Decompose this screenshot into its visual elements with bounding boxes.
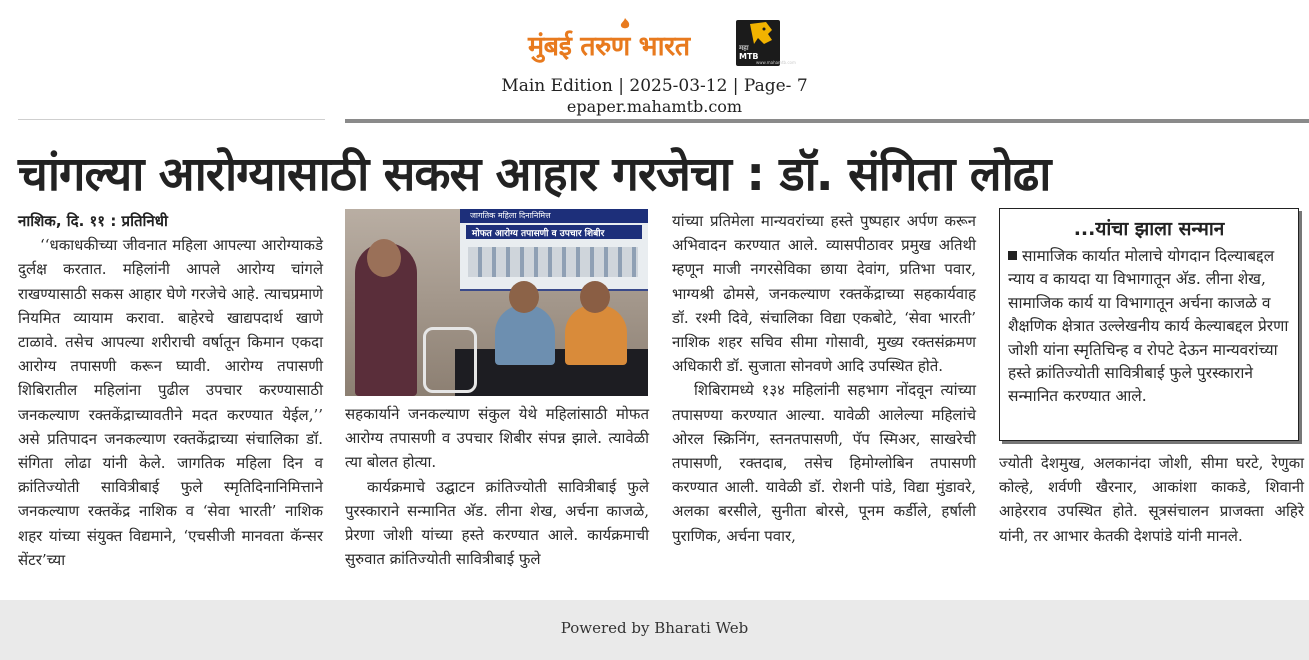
badge-site-label: www.mahamtb.com xyxy=(756,60,796,65)
divider-thick xyxy=(345,119,1309,123)
article-column-3 xyxy=(672,209,976,548)
mtb-badge xyxy=(736,20,796,66)
article-paragraph: कार्यक्रमाचे उद्घाटन क्रांतिज्योती सावित्रीबाई फुले पुरस्काराने सन्मानित अ‍ॅड. लीना शेख, अर्चना काजळे, प्रेरणा जोशी यांच्या हस्ते करण्यात आले. कार्यक्रमाची सुरुवात क्रांतिज्योती सावित्रीबाई फुले xyxy=(345,477,649,569)
photo-banner xyxy=(460,209,648,291)
square-bullet-icon xyxy=(1008,251,1017,260)
guest-figure xyxy=(565,305,627,365)
sidebar-body xyxy=(1008,245,1290,409)
divider-thin xyxy=(18,119,325,120)
article-paragraph: ज्योती देशमुख, अलकानंदा जोशी, सीमा घरटे, रेणुका कोल्हे, शर्वणी खैरनार, आकांशा काकडे, शिवानी आहेरराव उपस्थित होते. सूत्रसंचालन प्राजक्ता अहिरे यांनी, तर आभार केतकी देशपांडे यांनी मानले. xyxy=(999,454,1304,545)
honour-sidebar-box xyxy=(999,208,1299,441)
article-column-2 xyxy=(345,402,649,571)
sidebar-text: सामाजिक कार्यात मोलाचे योगदान दिल्याबद्दल न्याय व कायदा या विभागातून अ‍ॅड. लीना शेख, सामाजिक कार्य या विभागातून अर्चना काजळे व शैक्षणिक क्षेत्रात उल्लेखनीय कार्य केल्याबद्दल प्रेरणा जोशी यांना स्मृतिचिन्ह व रोपटे देऊन मान्यवरांच्या हस्ते क्रांतिज्योती सावित्रीबाई फुले पुरस्काराने सन्मानित करण्यात आले. xyxy=(1008,247,1289,406)
footer-bar xyxy=(0,600,1309,660)
article-paragraph: यांच्या प्रतिमेला मान्यवरांच्या हस्ते पुष्पहार अर्पण करून अभिवादन करण्यात आले. व्यासपीठावर प्रमुख अतिथी म्हणून माजी नगरसेविका छाया देवांग, प्रतिभा पवार, भाग्यश्री ढोमसे, जनकल्याण रक्तकेंद्राच्या सहकार्यवाह डॉ. रश्मी दिवे, संचालिका विद्या एकबोटे, ‘सेवा भारती’ नाशिक शहर सचिव सीमा गोसावी, मुख्य रक्तसंक्रमण अधिकारी डॉ. सुजाता सोनवणे आदि उपस्थित होते. xyxy=(672,212,976,376)
article-dateline: नाशिक, दि. ११ : प्रतिनिधी xyxy=(18,212,168,230)
footer-credit[interactable]: Powered by Bharati Web xyxy=(560,619,749,637)
site-url[interactable]: epaper.mahamtb.com xyxy=(566,97,743,116)
article-headline: चांगल्या आरोग्यासाठी सकस आहार गरजेचा : डॉ. संगिता लोढा xyxy=(18,147,1051,202)
photo-chair xyxy=(423,327,477,393)
logo-wordmark: मुंबई तरुण भारत xyxy=(528,31,690,62)
article-paragraph: ‘‘धकाधकीच्या जीवनात महिला आपल्या आरोग्याकडे दुर्लक्ष करतात. महिलांनी आपले आरोग्य चांगले राखण्यासाठी सकस आहार घेणे गरजेचे आहे. त्याचप्रमाणे नियमित व्यायाम करावा. बाहेरचे खाद्यपदार्थ खाणे टाळावे. तसेच आपल्या शरीराची वर्षातून किमान एकदा आरोग्य तपासणी करून घ्यावी. आरोग्य तपासणी शिबिरातील महिलांना पुढील उपचार करण्यासाठी जनकल्याण रक्तकेंद्राच्यावतीने मदत करण्यात येईल,’’ असे प्रतिपादन जनकल्याण रक्तकेंद्राच्या संचालिका डॉ. संगिता लोढा यांनी केले. जागतिक महिला दिन व क्रांतिज्योती सावित्रीबाई फुले स्मृतिदिनानिमित्ताने जनकल्याण रक्तकेंद्र नाशिक व ‘सेवा भारती’ नाशिक शहर यांच्या संयुक्त विद्यमाने, ‘एचसीजी मानवता कॅन्सर सेंटर’च्या xyxy=(18,236,323,569)
newspaper-logo[interactable] xyxy=(528,18,796,70)
banner-text-line2: मोफत आरोग्य तपासणी व उपचार शिबीर xyxy=(472,229,605,239)
edition-info: Main Edition | 2025-03-12 | Page- 7 xyxy=(501,76,808,96)
badge-maha-label: महा xyxy=(739,44,749,52)
article-column-4 xyxy=(999,451,1304,548)
banner-text-line1: जागतिक महिला दिनानिमित्त xyxy=(470,211,551,220)
guest-figure xyxy=(495,305,555,365)
article-column-1 xyxy=(18,209,323,572)
article-paragraph: शिबिरामध्ये १३४ महिलांनी सहभाग नोंदवून त्यांच्या तपासण्या करण्यात आल्या. यावेळी आलेल्या महिलांचे ओरल स्क्रिनिंग, स्तनतपासणी, पॅप स्मिअर, साखरेची तपासणी, रक्तदाब, तसेच हिमोग्लोबिन तपासणी करण्यात आली. यावेळी डॉ. रोशनी पांडे, विद्या मुंडावरे, अलका बरसीले, सुनीता बोरसे, पूनम कर्डीले, हर्षाली पुराणिक, अर्चना पवार, xyxy=(672,381,976,545)
sidebar-title: ...यांचा झाला सन्मान xyxy=(1073,218,1225,240)
article-photo[interactable] xyxy=(345,209,648,396)
article-paragraph: सहकार्याने जनकल्याण संकुल येथे महिलांसाठी मोफत आरोग्य तपासणी व उपचार शिबीर संपन्न झाले. त्यावेळी त्या बोलत होत्या. xyxy=(345,405,649,472)
badge-mtb-label: MTB xyxy=(739,52,759,61)
masthead xyxy=(0,0,1309,120)
